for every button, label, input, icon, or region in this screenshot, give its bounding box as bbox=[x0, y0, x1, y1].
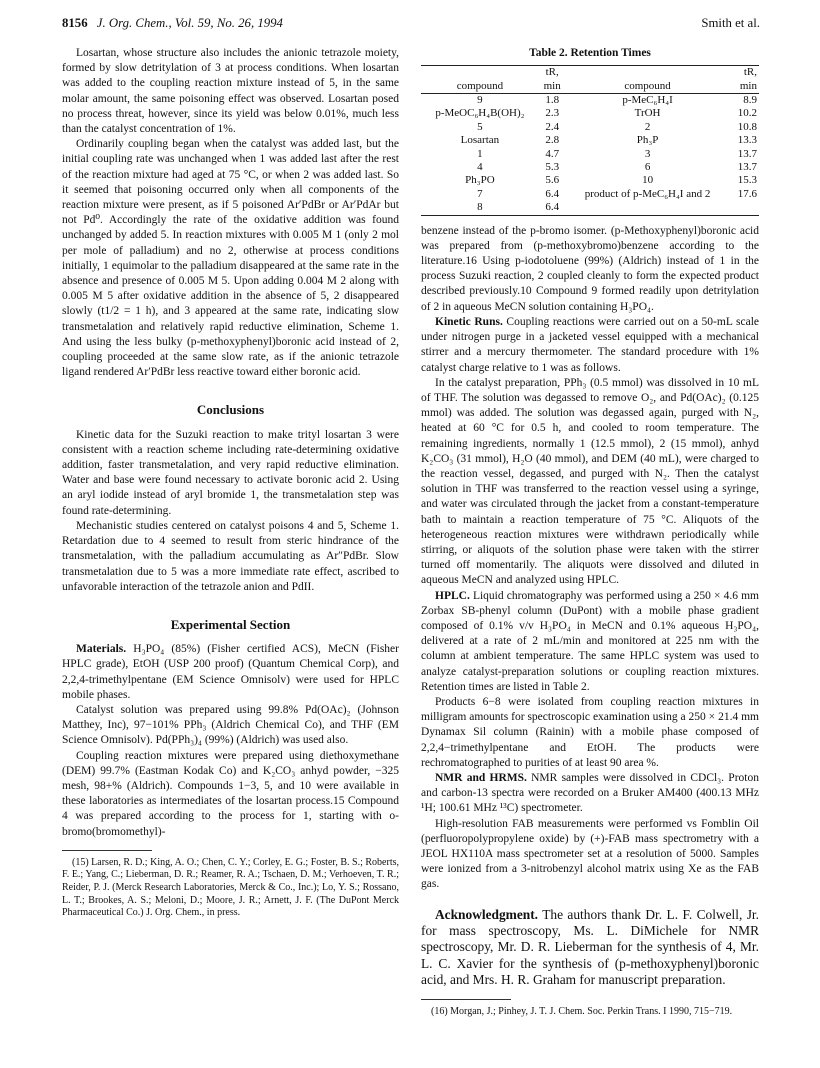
paragraph: Catalyst solution was prepared using 99.8% Pd(OAc)₂ (Johnson Matthey, Inc), 97−101% PPh₃ (Aldrich Chemical Co), and THF (EM Science Omnisolv). Pd(PPh₃)₄ (99%) (Aldrich) was used also. bbox=[62, 703, 399, 747]
table-header-cell bbox=[421, 66, 539, 80]
table-header-cell bbox=[566, 66, 730, 80]
table-cell: Ph₃PO bbox=[465, 174, 495, 187]
table-row bbox=[421, 134, 759, 147]
run-in-heading: Acknowledgment. bbox=[435, 906, 539, 922]
table-row bbox=[421, 188, 759, 201]
paragraph bbox=[62, 642, 399, 703]
table-title: Table 2. Retention Times bbox=[529, 47, 651, 59]
paragraph: High-resolution FAB measurements were performed vs Fomblin Oil (perfluoropolypropylene oxide) by (+)-FAB mass spectrometry with a JEOL HX110A mass spectrometer set at a resolution of 5000. Samples were ionized from a 3-nitrobenzyl alcohol matrix using Xe as the FAB gas. bbox=[421, 817, 759, 891]
table-header-cell: compound bbox=[566, 80, 730, 94]
table-cell: Losartan bbox=[460, 134, 500, 147]
table-header-cell: compound bbox=[421, 80, 539, 94]
table-cell: 6.4 bbox=[545, 187, 560, 200]
footnote: (16) Morgan, J.; Pinhey, J. T. J. Chem. Soc. Perkin Trans. I 1990, 715−719. bbox=[431, 1005, 733, 1017]
table-cell: 2.4 bbox=[545, 120, 560, 133]
table-cell: 4 bbox=[477, 161, 483, 174]
paragraph: Mechanistic studies centered on catalyst poisons 4 and 5, Scheme 1. Retardation due to 4 seemed to result from steric hindrance of the transmetalation, with the palladium accumulating as Ar″PdBr. Slow transmetalation due to 5 was a more immediate rate effect, ascribed to unfavorable interaction of the tetrazole anion and PdII. bbox=[62, 519, 399, 593]
paragraph: Losartan, whose structure also includes the anionic tetrazole moiety, formed by slow detritylation of 3 at process conditions. When losartan was added to the coupling reaction mixture instead of 5, in the same molar amount, the same poisoning effect was observed. Losartan posed no process threat, however, since its yield was below 0.01%, much less than the catalyst concentration of 1%. bbox=[62, 47, 399, 136]
table-cell: TrOH bbox=[634, 107, 661, 120]
table-cell: 13.7 bbox=[737, 161, 757, 174]
footnote-rule bbox=[421, 999, 511, 1000]
table-cell: 13.3 bbox=[737, 134, 757, 147]
paragraph bbox=[421, 589, 759, 695]
table-cell: 6 bbox=[644, 161, 651, 174]
retention-times-table bbox=[421, 65, 759, 215]
table-header-cell: tR, bbox=[730, 66, 759, 80]
paragraph bbox=[421, 315, 759, 376]
running-authors: Smith et al. bbox=[701, 16, 760, 30]
table-cell: 7 bbox=[477, 187, 483, 200]
table-cell: 15.3 bbox=[737, 174, 757, 187]
run-in-heading: NMR and HRMS. bbox=[435, 771, 527, 784]
experimental-heading: Experimental Section bbox=[170, 616, 291, 632]
table-cell: 2 bbox=[644, 120, 651, 133]
table-header-cell: min bbox=[539, 80, 566, 94]
page-number: 8156 bbox=[62, 16, 88, 30]
paragraph-text: H₃PO₄ (85%) (Fisher certified ACS), MeCN (Fisher HPLC grade), EtOH (USP 200 proof) (Quantum Chemical Corp), and 2,2,4-trimethylpentane (EM Science Omnisolv) were used for HPLC mobile phases. bbox=[62, 643, 399, 701]
table-cell: 1 bbox=[477, 147, 483, 160]
table-cell: 3 bbox=[644, 147, 651, 160]
table-cell: 5.6 bbox=[545, 174, 560, 187]
run-in-heading: Kinetic Runs. bbox=[435, 315, 503, 328]
table-row bbox=[421, 148, 759, 161]
table-row bbox=[421, 174, 759, 187]
acknowledgment bbox=[421, 907, 759, 989]
table-cell: 10.8 bbox=[737, 120, 757, 133]
paragraph: Ordinarily coupling began when the catalyst was added last, but the initial coupling rate was unchanged when 1 was added last after the rest of the reaction mixture had aged at 75 °C, or when 2 was added last. So it seemed that poisoning occurred only when all components of the reaction mixture were present, as if 5 poisoned Ar′PdBr or Ar′PdAr but not Pd⁰. Accordingly the rate of the oxidative addition was found unchanged by added 5. In reaction mixtures with 0.005 M 1 (only 2 mol per mole of palladium) and no 2, otherwise at process conditions initially, 1 equimolar to the palladium disappeared at the same rate in the absence and presence of 0.005 M 5. Upon adding 0.004 M 2 along with 0.005 M 5 after oxidative addition in the absence of 5, 2 disappeared slowly (t1/2 = 1 h), and 3 appeared at the same rate, indicating slow transmetalation and relatively rapid reductive elimination, Scheme 1. And using the less bulky (p-methoxyphenyl)boronic acid instead of 2, coupling proceeded at the same slow rate, as if the anionic tetrazole ligand rendered Ar′PdBr less reactive toward either boronic acid. bbox=[62, 138, 399, 379]
table-row bbox=[421, 161, 759, 174]
right-column bbox=[421, 46, 759, 1018]
paragraph: In the catalyst preparation, PPh₃ (0.5 mmol) was dissolved in 10 mL of THF. The solution was degassed to remove O₂, and Pd(OAc)₂ (0.125 mmol) was added. The solution was degassed again, purged with N₂, heated at 60 °C for 0.5 h, and cooled to room temperature. The remaining ingredients, normally 1 (12.5 mmol), 2 (15 mmol), anhyd K₂CO₃ (31 mmol), H₂O (40 mmol), and DEM (40 mL), were charged to the reaction vessel, degassed, and purged with N₂. Then the catalyst solution in THF was transferred to the reaction vessel using a syringe, and water was circulated through the jacket from a constant-temperature bath to maintain a reaction temperature of 75 °C. Aliquots of the heterogeneous reaction mixtures were withdrawn periodically while stirring, or aliquots of the solution phase were taken with the stirrer turned off momentarily. The aliquots were dissolved and diluted in aqueous MeCN and analyzed using HPLC. bbox=[421, 376, 759, 587]
paragraph-text: The authors thank Dr. L. F. Colwell, Jr. for mass spectroscopy, Ms. L. DiMichele for NMR spectroscopy, Mr. D. R. Lieberman for the synthesis of 4, Mr. L. C. Xavier for the synthesis of (p-methoxyphenyl)boronic acid, and Mrs. H. R. Graham for manuscript preparation. bbox=[421, 906, 759, 988]
table-row bbox=[421, 121, 759, 134]
table-cell: 17.6 bbox=[737, 187, 757, 200]
page-header bbox=[62, 12, 760, 34]
journal-citation: J. Org. Chem., Vol. 59, No. 26, 1994 bbox=[96, 16, 283, 30]
left-column bbox=[62, 46, 399, 920]
table-row bbox=[421, 201, 759, 215]
table-body bbox=[421, 94, 759, 216]
table-header-cell: min bbox=[730, 80, 759, 94]
table-cell bbox=[730, 201, 759, 215]
table-cell: p-MeOC₆H₄B(OH)₂ bbox=[435, 107, 525, 120]
table-cell: 8 bbox=[421, 201, 539, 215]
table-cell: 5 bbox=[477, 120, 483, 133]
table-row bbox=[421, 107, 759, 120]
table-cell: 8.9 bbox=[743, 94, 757, 107]
paragraph: Coupling reaction mixtures were prepared using diethoxymethane (DEM) 99.7% (Eastman Kodak Co) and K₂CO₃ anhyd powder, −325 mesh, 98+% (Aldrich). Compounds 1−3, 5, and 10 were available in these laboratories as intermediates of the losartan process.15 Compound 4 was prepared according to the process for 1, starting with o-bromo(bromomethyl)- bbox=[62, 749, 399, 838]
paragraph-text: NMR samples were dissolved in CDCl₃. Proton and carbon-13 spectra were recorded on a Bruker AM400 (400.13 MHz ¹H; 100.61 MHz ¹³C) spectrometer. bbox=[421, 771, 759, 815]
table-cell: 2.3 bbox=[545, 107, 560, 120]
table-cell: p-MeC₆H₄I bbox=[622, 94, 673, 107]
table-cell bbox=[566, 201, 730, 215]
footnote-rule bbox=[62, 850, 152, 851]
table-cell: 10 bbox=[642, 174, 654, 187]
table-cell: product of p-MeC₆H₄I and 2 bbox=[584, 187, 711, 200]
paragraph-text: Liquid chromatography was performed using a 250 × 4.6 mm Zorbax SB-phenyl column (DuPont) with a mobile phase gradient composed of 0.1% v/v H₃PO₄ in MeCN and 0.1% aqueous H₃PO₄, delivered at a rate of 2 mL/min and monitored at 225 nm with the column at ambient temperature. The same HPLC system was used to analyze catalyst-preparation solutions or coupling reaction mixtures. Retention times are listed in Table 2. bbox=[421, 589, 759, 693]
conclusions-heading: Conclusions bbox=[196, 402, 265, 418]
paragraph: benzene instead of the p-bromo isomer. (p-Methoxyphenyl)boronic acid was prepared from (p-methoxybromo)benzene according to the literature.16 Using p-iodotoluene (99%) (Aldrich) instead of 1 in the process Suzuki reaction, 2 coupled cleanly to form the expected product described previously.10 Compound 9 formed readily upon detritylation of 2 in aqueous MeCN solution containing H₃PO₄. bbox=[421, 224, 759, 313]
table-cell: 6.4 bbox=[539, 201, 566, 215]
table-header-cell: tR, bbox=[539, 66, 566, 80]
table-cell: 2.8 bbox=[545, 134, 560, 147]
run-in-heading: Materials. bbox=[76, 643, 127, 656]
table-cell: 9 bbox=[477, 94, 483, 107]
table-cell: 1.8 bbox=[545, 94, 560, 107]
table-cell: 10.2 bbox=[737, 107, 757, 120]
table-cell: 5.3 bbox=[545, 161, 560, 174]
paragraph bbox=[421, 771, 759, 817]
footnote: (15) Larsen, R. D.; King, A. O.; Chen, C. Y.; Corley, E. G.; Foster, B. S.; Roberts, F. E.; Yang, C.; Lieberman, D. R.; Reamer, R. A.; Tschaen, D. M.; Verhoeven, T. R.; Reider, P. J. (Merck Research Laboratories, Merck & Co., Inc.); Lo, Y. S.; Rossano, L. T.; Brookes, A. S.; Meloni, D.; Moore, J. R.; Arnett, J. F. (The DuPont Merck Pharmaceutical Co.) J. Org. Chem., in press. bbox=[62, 856, 399, 919]
table-cell: 4.7 bbox=[545, 147, 560, 160]
table-cell: 13.7 bbox=[737, 147, 757, 160]
paragraph-text: Coupling reactions were carried out on a 50-mL scale under nitrogen purge in a jacketed vessel equipped with a mechanical stirrer and a mercury thermometer. The standard procedure with 1% catalyst charge relative to 1 was as follows. bbox=[421, 315, 760, 374]
paragraph: Products 6−8 were isolated from coupling reaction mixtures in milligram amounts for spectroscopic examination using a 250 × 21.4 mm Dynamax Sil column (Rainin) with a mobile phase composed of 2,2,4−trimethylpentane and EtOH. The products were rechromatographed to purities of at least 90 area %. bbox=[421, 695, 759, 769]
header-left bbox=[62, 16, 283, 31]
table-cell: Ph₃P bbox=[636, 134, 659, 147]
run-in-heading: HPLC. bbox=[435, 589, 470, 602]
table-row bbox=[421, 94, 759, 108]
paragraph: Kinetic data for the Suzuki reaction to make trityl losartan 3 were consistent with a reaction scheme including rate-determining oxidative addition, faster transmetalation, and very rapid reductive elimination. Water and base were found necessary to activate boronic acid 2. Using an aryl iodide instead of aryl bromide 1, the transmetalation step was found rate-determining. bbox=[62, 428, 399, 517]
